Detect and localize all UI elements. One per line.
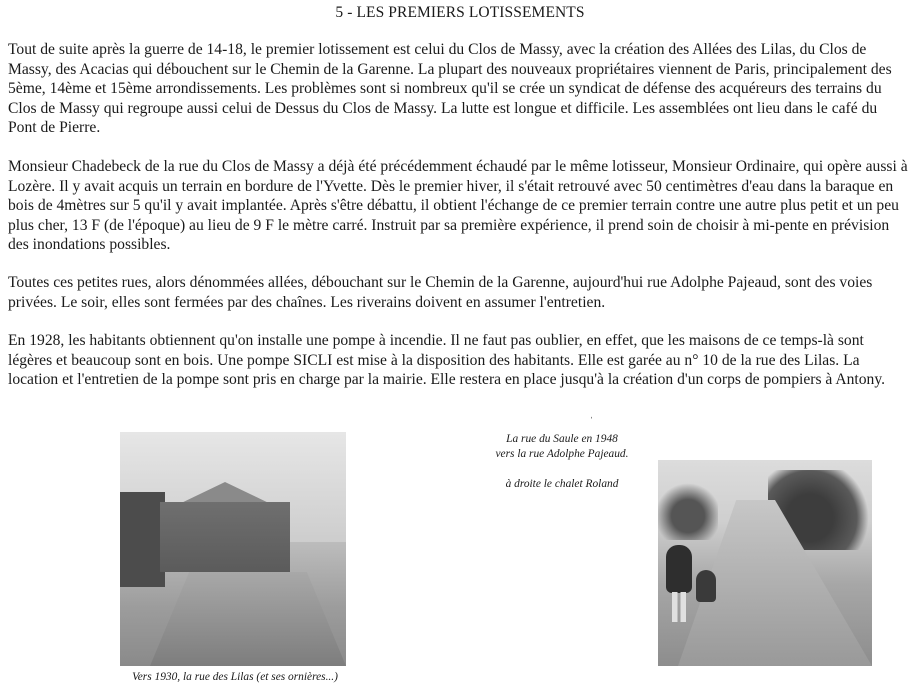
photo-rue-des-lilas (120, 432, 346, 666)
photo-boy (696, 570, 716, 602)
caption-rue-du-saule (455, 432, 669, 492)
page-title: 5 - LES PREMIERS LOTISSEMENTS (335, 4, 585, 21)
photo-house (160, 502, 290, 572)
caption-rue-des-lilas: Vers 1930, la rue des Lilas (et ses ornières...) (132, 671, 338, 683)
paragraph-petites-rues: Toutes ces petites rues, alors dénommées allées, débouchant sur le Chemin de la Garenne, aujourd'hui rue Adolphe Pajeaud, sont des voies privées. Le soir, elles sont fermées par des chaînes. Les riverains doivent en assumer l'entretien. (8, 274, 873, 311)
photo-shed (120, 492, 165, 587)
caption-right-line-1: La rue du Saule en 1948 (506, 433, 618, 445)
photo-road (150, 572, 346, 666)
caption-right-line-2: vers la rue Adolphe Pajeaud. (495, 448, 629, 460)
caption-right-line-3: à droite le chalet Roland (505, 478, 619, 490)
photo-girl-legs (672, 592, 686, 622)
photo-rue-du-saule (658, 460, 872, 666)
paragraph-chadebeck: Monsieur Chadebeck de la rue du Clos de Massy a déjà été précédemment échaudé par le même lotisseur, Monsieur Ordinaire, qui opère aussi à Lozère. Il y avait acquis un terrain en bordure de l'Yvette. Dès le premier hiver, il s'était retrouvé avec 50 centimètres d'eau dans la baraque en bois de 4mètres sur 5 qu'il y avait implantée. Après s'être débattu, il obtient l'échange de ce premier terrain contre une autre plus petit et un peu plus cher, 13 F (de l'époque) au lieu de 9 F le mètre carré. Instruit par sa première expérience, il prend soin de choisir à mi-pente en prévision des inondations possibles. (8, 158, 908, 254)
stray-mark: ˌ (590, 408, 594, 419)
photo-girl (666, 545, 692, 593)
photo-trees-left (658, 480, 718, 540)
paragraph-pompe-incendie: En 1928, les habitants obtiennent qu'on installe une pompe à incendie. Il ne faut pas oublier, en effet, que les maisons de ce temps-là sont légères et beaucoup sont en bois. Une pompe SICLI est mise à la disposition des habitants. Elle est garée au n° 10 de la rue des Lilas. La location et l'entretien de la pompe sont pris en charge par la mairie. Elle restera en place jusqu'à la création d'un corps de pompiers à Antony. (8, 332, 886, 389)
paragraph-clos-de-massy: Tout de suite après la guerre de 14-18, le premier lotissement est celui du Clos de Massy, avec la création des Allées des Lilas, du Clos de Massy, des Acacias qui débouchent sur le Chemin de la Garenne. La plupart des nouveaux propriétaires viennent de Paris, principalement des 5ème, 14ème et 15ème arrondissements. Les problèmes sont si nombreux qu'il se crée un syndicat de défense des acquéreurs des terrains du Clos de Massy qui regroupe aussi celui de Dessus du Clos de Massy. La lutte est longue et difficile. Les assemblées ont lieu dans le café du Pont de Pierre. (8, 41, 892, 137)
